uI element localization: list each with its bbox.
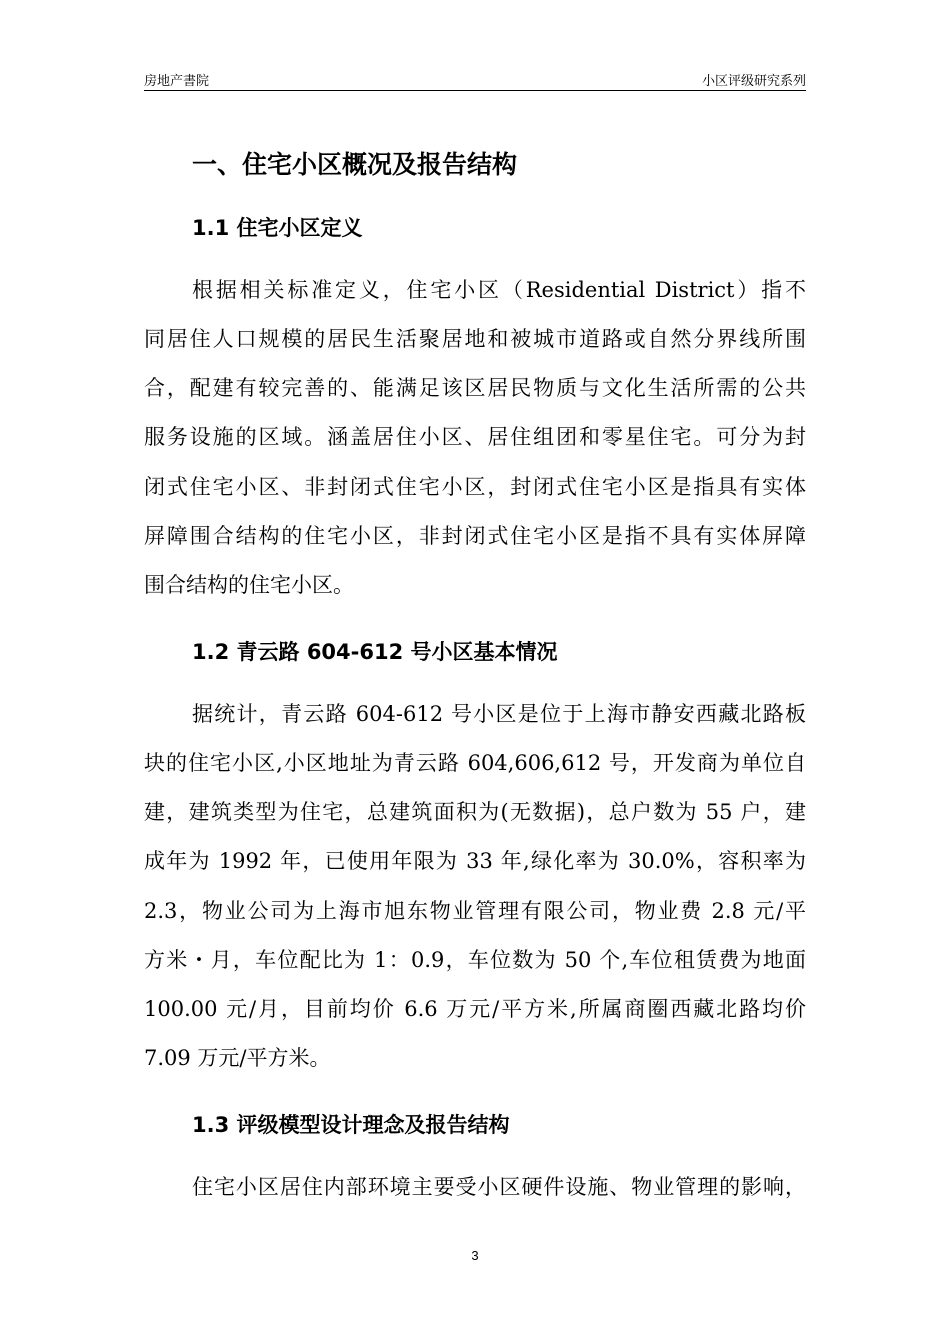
section-1-1-title: 1.1 住宅小区定义 (192, 216, 363, 240)
paragraph-line: 2.3，物业公司为上海市旭东物业管理有限公司，物业费 2.8 元/平 (144, 899, 806, 923)
header-right-text: 小区评级研究系列 (701, 74, 806, 89)
page-header (144, 68, 806, 91)
paragraph-line: 合，配建有较完善的、能满足该区居民物质与文化生活所需的公共 (144, 376, 806, 400)
section-1-3-title: 1.3 评级模型设计理念及报告结构 (192, 1113, 510, 1137)
paragraph-line: 围合结构的住宅小区。 (144, 573, 354, 597)
paragraph-line: 方米・月，车位配比为 1：0.9，车位数为 50 个,车位租赁费为地面 (144, 948, 806, 972)
paragraph-line: 住宅小区居住内部环境主要受小区硬件设施、物业管理的影响， (192, 1175, 806, 1199)
paragraph-line: 同居住人口规模的居民生活聚居地和被城市道路或自然分界线所围 (144, 327, 806, 351)
paragraph-line: 建，建筑类型为住宅，总建筑面积为(无数据)，总户数为 55 户，建 (144, 800, 806, 824)
paragraph-line: 根据相关标准定义，住宅小区（Residential District）指不 (192, 278, 806, 302)
paragraph-line: 服务设施的区域。涵盖居住小区、居住组团和零星住宅。可分为封 (144, 425, 806, 449)
paragraph-line: 闭式住宅小区、非封闭式住宅小区，封闭式住宅小区是指具有实体 (144, 475, 806, 499)
paragraph-line: 成年为 1992 年，已使用年限为 33 年,绿化率为 30.0%，容积率为 (144, 849, 806, 873)
paragraph-line: 据统计，青云路 604-612 号小区是位于上海市静安西藏北路板 (192, 702, 806, 726)
section-1-2-title: 1.2 青云路 604-612 号小区基本情况 (192, 640, 558, 664)
page-number: 3 (471, 1248, 479, 1263)
paragraph-line: 块的住宅小区,小区地址为青云路 604,606,612 号，开发商为单位自 (144, 751, 806, 775)
paragraph-line: 屏障围合结构的住宅小区，非封闭式住宅小区是指不具有实体屏障 (144, 524, 806, 548)
paragraph-line: 7.09 万元/平方米。 (144, 1046, 331, 1070)
chapter-heading: 一、住宅小区概况及报告结构 (192, 150, 518, 179)
paragraph-line: 100.00 元/月，目前均价 6.6 万元/平方米,所属商圈西藏北路均价 (144, 997, 806, 1021)
header-left-text: 房地产書院 (144, 74, 210, 89)
